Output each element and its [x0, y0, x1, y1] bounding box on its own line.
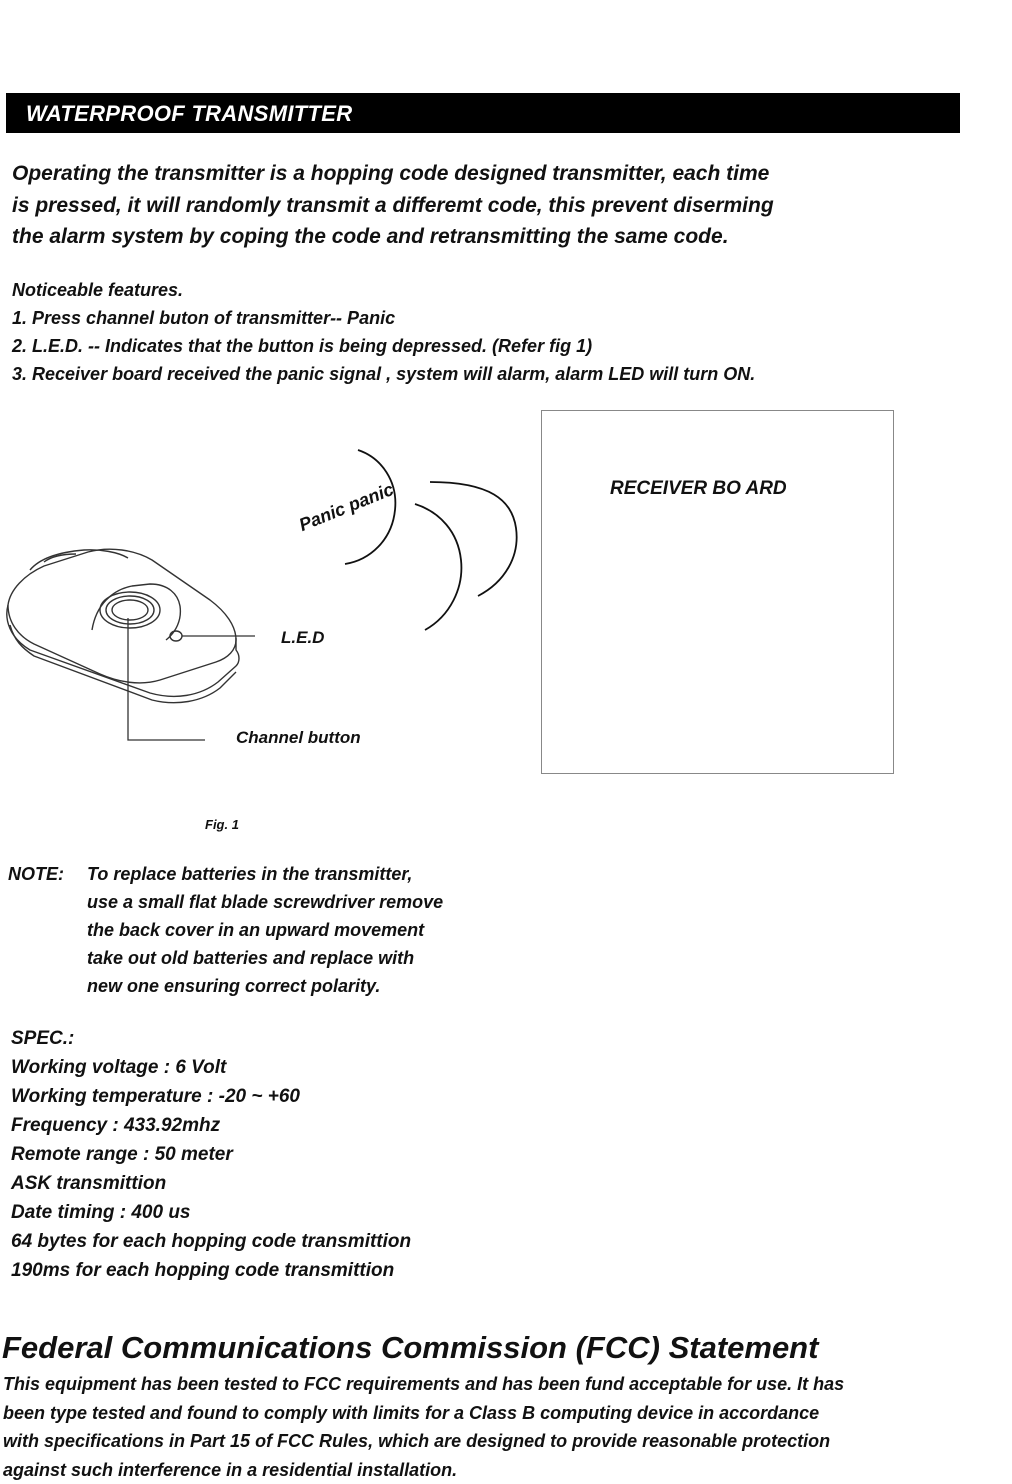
note-line: take out old batteries and replace with	[87, 944, 587, 972]
note-label: NOTE:	[8, 860, 64, 888]
fcc-statement	[3, 1370, 1008, 1484]
section-header-bar	[6, 93, 960, 133]
spec-item: Working voltage : 6 Volt	[11, 1053, 411, 1082]
features-list	[12, 276, 1002, 388]
intro-paragraph	[12, 158, 1002, 253]
fcc-line: This equipment has been tested to FCC requirements and has been fund acceptable for use. It has	[3, 1370, 1008, 1399]
feature-item: 2. L.E.D. -- Indicates that the button is being depressed. (Refer fig 1)	[12, 332, 1002, 360]
spec-item: Date timing : 400 us	[11, 1198, 411, 1227]
transmitter-diagram	[0, 400, 540, 780]
spec-item: Remote range : 50 meter	[11, 1140, 411, 1169]
spec-list	[11, 1024, 411, 1285]
receiver-board-label: RECEIVER BO ARD	[610, 478, 787, 500]
spec-heading: SPEC.:	[11, 1024, 411, 1053]
intro-line: the alarm system by coping the code and retransmitting the same code.	[12, 221, 1002, 253]
fcc-title: Federal Communications Commission (FCC) Statement	[2, 1330, 818, 1366]
section-title: WATERPROOF TRANSMITTER	[26, 101, 352, 127]
spec-item: ASK transmittion	[11, 1169, 411, 1198]
intro-line: Operating the transmitter is a hopping code designed transmitter, each time	[12, 158, 1002, 190]
feature-item: 3. Receiver board received the panic signal , system will alarm, alarm LED will turn ON.	[12, 360, 1002, 388]
fcc-line: against such interference in a residential installation.	[3, 1456, 1008, 1484]
note-line: use a small flat blade screwdriver remove	[87, 888, 587, 916]
note-line: new one ensuring correct polarity.	[87, 972, 587, 1000]
panic-label: Panic panic	[296, 479, 397, 536]
fcc-line: with specifications in Part 15 of FCC Rules, which are designed to provide reasonable protection	[3, 1427, 1008, 1456]
led-label: L.E.D	[281, 628, 324, 648]
note-body	[87, 860, 587, 1000]
receiver-board-box	[541, 410, 894, 774]
spec-item: Working temperature : -20 ~ +60	[11, 1082, 411, 1111]
feature-item: 1. Press channel buton of transmitter-- Panic	[12, 304, 1002, 332]
spec-item: 64 bytes for each hopping code transmittion	[11, 1227, 411, 1256]
spec-item: Frequency : 433.92mhz	[11, 1111, 411, 1140]
channel-button-label: Channel button	[236, 728, 361, 748]
note-line: To replace batteries in the transmitter,	[87, 860, 587, 888]
figure-caption: Fig. 1	[205, 817, 239, 832]
intro-line: is pressed, it will randomly transmit a differemt code, this prevent diserming	[12, 190, 1002, 222]
fcc-line: been type tested and found to comply with limits for a Class B computing device in accordance	[3, 1399, 1008, 1428]
spec-item: 190ms for each hopping code transmittion	[11, 1256, 411, 1285]
note-line: the back cover in an upward movement	[87, 916, 587, 944]
features-heading: Noticeable features.	[12, 276, 1002, 304]
